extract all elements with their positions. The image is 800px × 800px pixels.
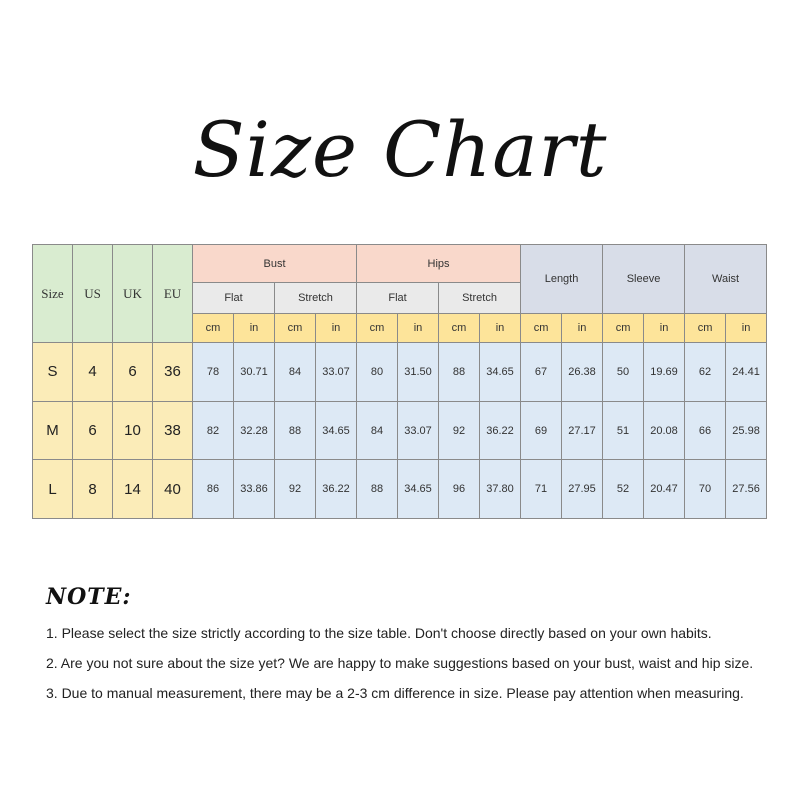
- cell-size: M: [33, 401, 73, 460]
- header-hips: Hips: [357, 245, 521, 283]
- cell-value: 88: [275, 401, 316, 460]
- cell-value: 51: [603, 401, 644, 460]
- table-row: [33, 460, 767, 519]
- unit-header-cm: cm: [521, 313, 562, 342]
- note-line: 2. Are you not sure about the size yet? We are happy to make suggestions based on your bust, waist and hip size.: [46, 655, 754, 671]
- cell-value: 25.98: [726, 401, 767, 460]
- cell-value: 67: [521, 343, 562, 402]
- cell-value: 84: [275, 343, 316, 402]
- cell-us: 8: [73, 460, 113, 519]
- header-bust: Bust: [193, 245, 357, 283]
- cell-value: 27.95: [562, 460, 603, 519]
- header-hips-flat: Flat: [357, 283, 439, 313]
- cell-value: 66: [685, 401, 726, 460]
- cell-value: 36.22: [480, 401, 521, 460]
- header-waist: Waist: [685, 245, 767, 314]
- cell-value: 86: [193, 460, 234, 519]
- cell-value: 80: [357, 343, 398, 402]
- cell-value: 34.65: [480, 343, 521, 402]
- cell-size: L: [33, 460, 73, 519]
- cell-value: 20.47: [644, 460, 685, 519]
- cell-value: 33.07: [398, 401, 439, 460]
- cell-value: 92: [275, 460, 316, 519]
- cell-uk: 6: [113, 343, 153, 402]
- cell-value: 34.65: [398, 460, 439, 519]
- cell-value: 32.28: [234, 401, 275, 460]
- unit-header-cm: cm: [357, 313, 398, 342]
- cell-value: 70: [685, 460, 726, 519]
- cell-us: 4: [73, 343, 113, 402]
- cell-value: 84: [357, 401, 398, 460]
- header-eu: EU: [153, 245, 193, 343]
- cell-eu: 40: [153, 460, 193, 519]
- page-title: Size Chart: [192, 105, 608, 194]
- header-uk: UK: [113, 245, 153, 343]
- size-table: [32, 244, 767, 519]
- note-heading: NOTE:: [46, 584, 132, 610]
- header-bust-flat: Flat: [193, 283, 275, 313]
- note-line: 1. Please select the size strictly according to the size table. Don't choose directly based on your own habits.: [46, 625, 712, 641]
- cell-eu: 36: [153, 343, 193, 402]
- unit-header-in: in: [234, 313, 275, 342]
- cell-uk: 14: [113, 460, 153, 519]
- unit-header-cm: cm: [275, 313, 316, 342]
- cell-value: 88: [439, 343, 480, 402]
- cell-value: 62: [685, 343, 726, 402]
- notes-list: [46, 623, 786, 713]
- header-sleeve: Sleeve: [603, 245, 685, 314]
- cell-value: 92: [439, 401, 480, 460]
- unit-header-cm: cm: [603, 313, 644, 342]
- cell-value: 52: [603, 460, 644, 519]
- table-row: [33, 401, 767, 460]
- header-bust-stretch: Stretch: [275, 283, 357, 313]
- cell-eu: 38: [153, 401, 193, 460]
- cell-value: 82: [193, 401, 234, 460]
- cell-value: 78: [193, 343, 234, 402]
- header-size: Size: [33, 245, 73, 343]
- header-hips-stretch: Stretch: [439, 283, 521, 313]
- cell-value: 24.41: [726, 343, 767, 402]
- unit-header-in: in: [562, 313, 603, 342]
- cell-value: 19.69: [644, 343, 685, 402]
- cell-value: 88: [357, 460, 398, 519]
- cell-value: 33.07: [316, 343, 357, 402]
- cell-value: 37.80: [480, 460, 521, 519]
- cell-value: 34.65: [316, 401, 357, 460]
- cell-value: 71: [521, 460, 562, 519]
- cell-size: S: [33, 343, 73, 402]
- cell-value: 30.71: [234, 343, 275, 402]
- unit-header-cm: cm: [685, 313, 726, 342]
- cell-uk: 10: [113, 401, 153, 460]
- cell-value: 96: [439, 460, 480, 519]
- note-line: 3. Due to manual measurement, there may be a 2-3 cm difference in size. Please pay attention when measuring.: [46, 685, 744, 701]
- unit-header-in: in: [644, 313, 685, 342]
- unit-header-cm: cm: [193, 313, 234, 342]
- cell-value: 69: [521, 401, 562, 460]
- cell-value: 33.86: [234, 460, 275, 519]
- cell-value: 27.17: [562, 401, 603, 460]
- cell-value: 50: [603, 343, 644, 402]
- cell-value: 36.22: [316, 460, 357, 519]
- unit-header-cm: cm: [439, 313, 480, 342]
- unit-header-in: in: [398, 313, 439, 342]
- table-row: [33, 343, 767, 402]
- cell-us: 6: [73, 401, 113, 460]
- header-length: Length: [521, 245, 603, 314]
- unit-header-in: in: [316, 313, 357, 342]
- cell-value: 26.38: [562, 343, 603, 402]
- cell-value: 31.50: [398, 343, 439, 402]
- header-us: US: [73, 245, 113, 343]
- unit-header-in: in: [480, 313, 521, 342]
- unit-header-in: in: [726, 313, 767, 342]
- cell-value: 20.08: [644, 401, 685, 460]
- cell-value: 27.56: [726, 460, 767, 519]
